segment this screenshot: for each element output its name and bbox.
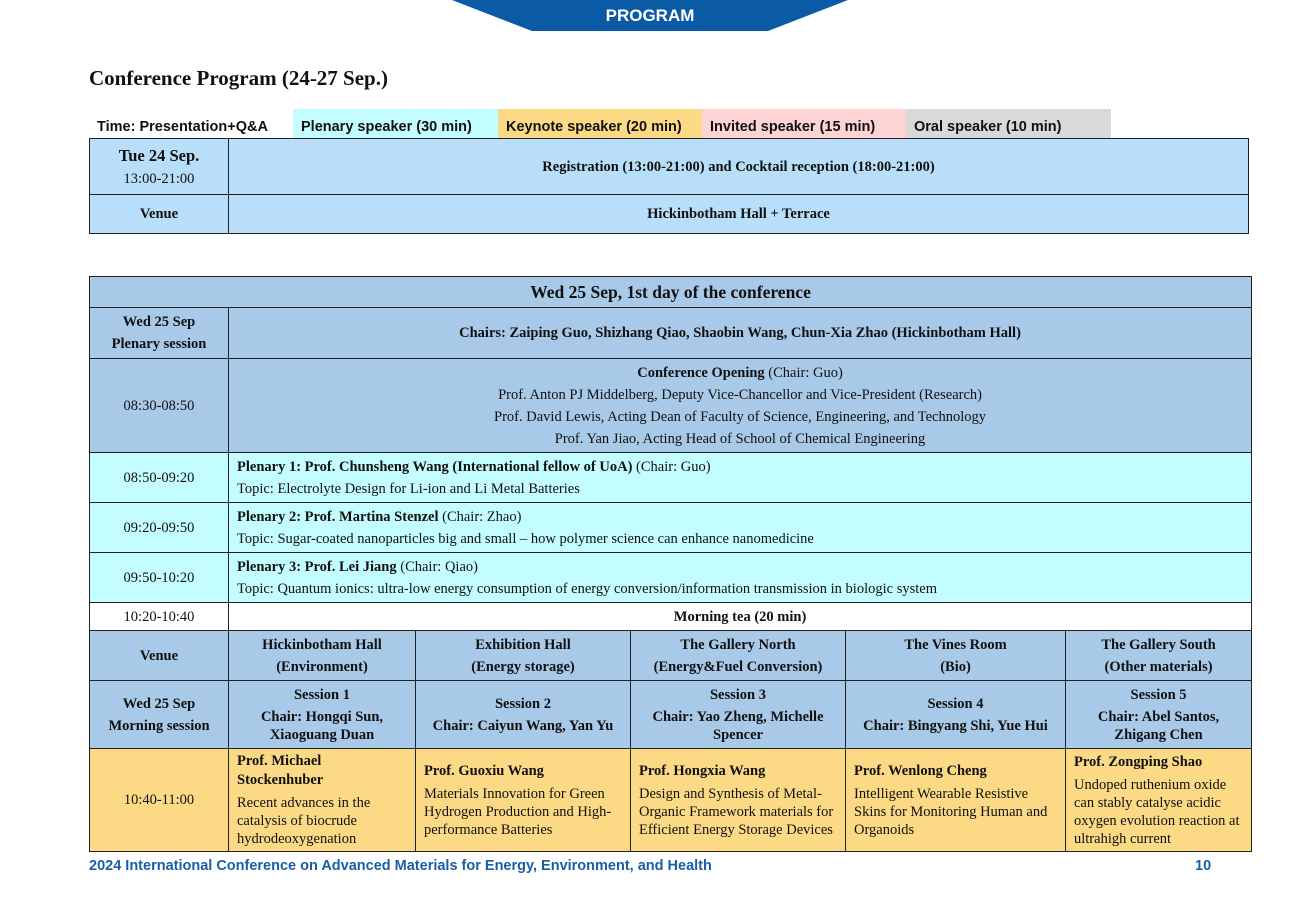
day2-table [89,276,1252,852]
plenary-chair: (Chair: Qiao) [396,558,478,575]
plenary-session-label [90,308,229,359]
session-name: Session 3 [709,686,766,703]
talk-cell [1066,749,1252,852]
plenary-speaker: Plenary 1: Prof. Chunsheng Wang (International fellow of UoA) [237,458,633,475]
break-time: 10:20-10:40 [90,603,229,631]
talk-speaker: Prof. Wenlong Cheng [854,762,987,779]
talk-cell [846,749,1066,852]
session-chair: Chair: Caiyun Wang, Yan Yu [432,717,614,734]
session-cell [416,681,631,749]
talk-speaker: Prof. Michael Stockenhuber [237,753,324,788]
plenary-date: Wed 25 Sep [122,314,196,330]
talk-topic: Intelligent Wearable Resistive Skins for Monitoring Human and Organoids [854,785,1048,838]
plenary-speaker: Plenary 3: Prof. Lei Jiang [237,558,397,575]
venue-name: Exhibition Hall [475,636,571,653]
banner-label: PROGRAM [605,6,695,25]
legend-plenary: Plenary speaker (30 min) [293,109,498,138]
day1-date: Tue 24 Sep. [118,145,200,165]
session-chair: Chair: Bingyang Shi, Yue Hui [863,717,1048,734]
venue-label: Venue [90,631,229,681]
day1-venue: Hickinbotham Hall + Terrace [229,195,1249,234]
plenary-chair: (Chair: Zhao) [438,508,522,525]
session-cell [229,681,416,749]
venue-theme: (Energy&Fuel Conversion) [653,658,823,675]
plenary-speaker: Plenary 2: Prof. Martina Stenzel [237,508,439,525]
day1-event: Registration (13:00-21:00) and Cocktail reception (18:00-21:00) [229,139,1249,195]
plenary-topic: Topic: Electrolyte Design for Li-ion and Li Metal Batteries [237,480,580,497]
morning-date: Wed 25 Sep [122,695,196,712]
session-cell [846,681,1066,749]
morning-tea-row [90,603,1252,631]
day2-title: Wed 25 Sep, 1st day of the conference [90,277,1252,308]
venue-cell [229,631,416,681]
opening-speaker: Prof. Anton PJ Middelberg, Deputy Vice-Chancellor and Vice-President (Research) [498,386,982,403]
talk-speaker: Prof. Hongxia Wang [639,762,766,779]
talk-cell [416,749,631,852]
venue-theme: (Energy storage) [471,658,575,675]
plenary-row [90,453,1252,503]
plenary-time: 08:50-09:20 [90,453,229,503]
venue-name: Hickinbotham Hall [262,636,382,653]
venue-name: The Vines Room [904,636,1007,653]
talk-topic: Materials Innovation for Green Hydrogen Production and High-performance Batteries [424,785,612,838]
legend-oral: Oral speaker (10 min) [906,109,1111,138]
page-title: Conference Program (24-27 Sep.) [89,66,388,90]
legend-time: Time: Presentation+Q&A [89,109,293,138]
session-cell [1066,681,1252,749]
plenary-topic: Topic: Quantum ionics: ultra-low energy consumption of energy conversion/information transmission in biologic system [237,580,937,597]
slot-time: 10:40-11:00 [90,749,229,852]
page-number: 10 [1195,858,1212,874]
plenary-chairs-row [90,308,1252,359]
footer-conference-name: 2024 International Conference on Advanced Materials for Energy, Environment, and Health [89,858,712,874]
speaker-legend [89,109,1111,138]
plenary-chairs: Chairs: Zaiping Guo, Shizhang Qiao, Shaobin Wang, Chun-Xia Zhao (Hickinbotham Hall) [229,308,1252,359]
session-name: Session 2 [494,695,551,712]
venue-theme: (Bio) [940,658,971,675]
day1-venue-row [90,195,1249,234]
plenary-row [90,503,1252,553]
morning-session-name: Morning session [108,717,210,734]
talk-cell [631,749,846,852]
plenary-cell [229,453,1252,503]
plenary-row [90,553,1252,603]
talks-row [90,749,1252,852]
day1-table [89,138,1249,234]
plenary-cell [229,553,1252,603]
session-chair: Chair: Yao Zheng, Michelle Spencer [652,708,824,743]
plenary-session-name: Plenary session [111,336,207,352]
talk-topic: Recent advances in the catalysis of biocrude hydrodeoxygenation [237,795,371,847]
sessions-row [90,681,1252,749]
opening-time: 08:30-08:50 [90,359,229,453]
venues-row [90,631,1252,681]
talk-topic: Design and Synthesis of Metal-Organic Framework materials for Efficient Energy Storage Devices [639,785,834,838]
venue-cell [416,631,631,681]
break-label: Morning tea (20 min) [229,603,1252,631]
session-chair: Chair: Hongqi Sun, Xiaoguang Duan [260,708,384,743]
venue-name: The Gallery South [1101,636,1216,653]
session-name: Session 4 [927,695,984,712]
day2-title-row [90,277,1252,308]
opening-title: Conference Opening [637,364,765,381]
opening-chair: (Chair: Guo) [764,364,843,381]
talk-speaker: Prof. Guoxiu Wang [424,762,544,779]
legend-invited: Invited speaker (15 min) [702,109,906,138]
day1-registration-row [90,139,1249,195]
day1-venue-label: Venue [90,195,229,234]
opening-speaker: Prof. David Lewis, Acting Dean of Faculty of Science, Engineering, and Technology [494,408,987,425]
program-banner [0,0,1300,32]
opening-speaker: Prof. Yan Jiao, Acting Head of School of Chemical Engineering [554,430,926,447]
session-name: Session 1 [293,686,350,703]
venue-theme: (Other materials) [1104,658,1213,675]
talk-topic: Undoped ruthenium oxide can stably catalyse acidic oxygen evolution reaction at ultrahigh current [1074,776,1240,847]
talk-cell [229,749,416,852]
venue-cell [631,631,846,681]
opening-cell [229,359,1252,453]
plenary-topic: Topic: Sugar-coated nanoparticles big and small – how polymer science can enhance nanomedicine [237,530,814,547]
day1-time: 13:00-21:00 [123,170,195,187]
venue-cell [1066,631,1252,681]
venue-name: The Gallery North [680,636,796,653]
venue-theme: (Environment) [276,658,368,675]
session-chair: Chair: Abel Santos, Zhigang Chen [1097,708,1220,743]
plenary-time: 09:50-10:20 [90,553,229,603]
session-name: Session 5 [1130,686,1187,703]
legend-keynote: Keynote speaker (20 min) [498,109,702,138]
session-cell [631,681,846,749]
plenary-chair: (Chair: Guo) [632,458,711,475]
talk-speaker: Prof. Zongping Shao [1074,753,1203,770]
morning-session-label [90,681,229,749]
venue-cell [846,631,1066,681]
plenary-time: 09:20-09:50 [90,503,229,553]
opening-row [90,359,1252,453]
day1-date-cell [90,139,229,195]
plenary-cell [229,503,1252,553]
